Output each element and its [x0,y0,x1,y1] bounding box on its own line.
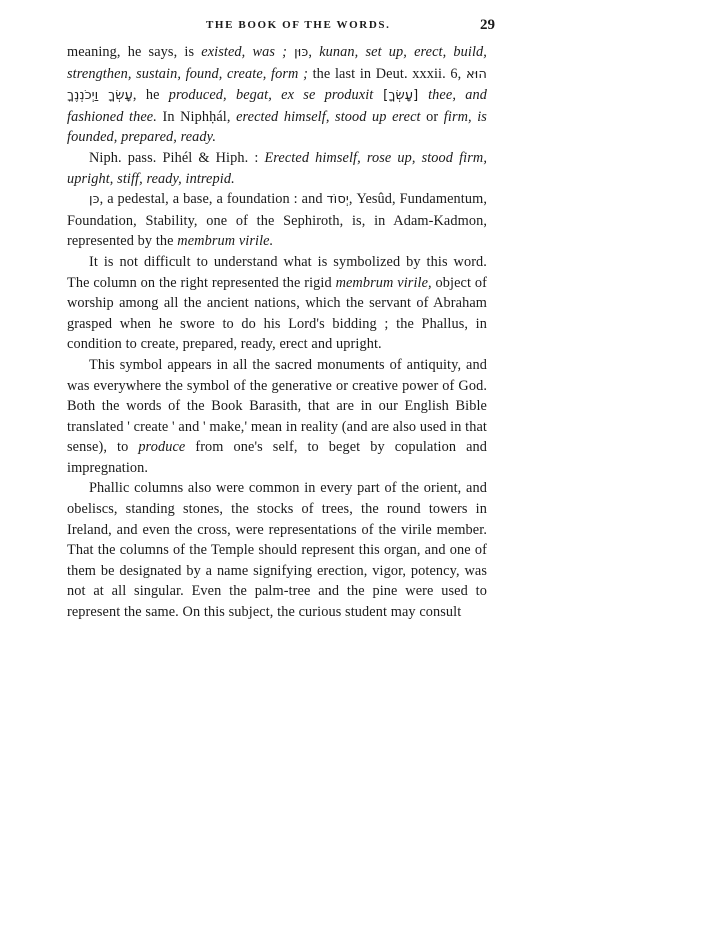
paragraph [67,252,487,355]
hebrew-text: כּן [89,192,100,208]
text-run: , [308,44,320,60]
text-run: It is not difficult to understand what is symbolized by this word. The column on the right represented the rigid [67,253,487,291]
hebrew-text: הוּא עָשְׂךָ וַיְכֹנְנֶךָ [67,66,487,104]
text-run: , a pedestal, a base, a foundation : and [99,191,327,208]
running-title: THE BOOK OF THE WORDS. [206,19,391,31]
text-run: or [420,108,444,125]
text-run: In Niphḥál, [156,108,237,125]
italic-text: firm, is founded, prepared, ready. [67,108,487,146]
hebrew-text: כּוּן [294,45,309,60]
page-number: 29 [480,17,495,33]
paragraph [67,148,487,189]
italic-text: produced, begat, ex se produxit [168,87,374,104]
italic-text: existed, was ; [201,44,287,60]
italic-text: membrum virile. [177,233,274,250]
italic-text: kunan, set up, erect, build, strengthen, sustain, found, create, form ; [67,44,487,82]
italic-text: erected himself, stood up erect [236,108,421,125]
hebrew-text: [עָשְׂךָ] [373,88,429,104]
text-run: , Yesûd, Fundamentum, Foundation, Stability, one of the Sephiroth, is, in Adam-Kadmon, represented by the [67,191,487,250]
text-run: Niph. pass. Pihél & Hiph. : [89,149,265,166]
text-run: Phallic columns also were common in every part of the orient, and obeliscs, standing stones, the stocks of trees, the round towers in Ireland, and even the cross, were representations of the virile member. That the columns of the Temple should represent this organ, and one of them be designated by a name signifying erection, vigor, potency, was not at all singular. Even the palm-tree and the pine were used to represent the same. On this subject, the curious student may consult [67,480,487,621]
text-run: from one's self, to beget by copulation and impregnation. [67,439,488,476]
text-run: the last in Deut. xxxii. 6, [307,65,466,82]
paragraph [67,42,487,148]
paragraph [67,355,487,479]
hebrew-text: יְסוֹד [326,192,349,208]
italic-text: membrum virile, [335,274,432,291]
running-head [0,17,728,37]
italic-text: thee, and fashioned thee. [67,87,487,125]
text-run: meaning, he says, is [67,44,202,60]
paragraph [67,478,487,622]
paragraph [67,189,487,252]
body-text [67,42,487,623]
italic-text: Erected himself, rose up, stood firm, upright, stiff, ready, intrepid. [67,149,487,187]
text-run: object of worship among all the ancient nations, which the servant of Abraham grasped when he swore to do his Lord's bidding ; the Phallus, in condition to create, prepared, ready, erect and upright. [67,274,487,353]
text-run: , he [132,87,169,104]
text-run: This symbol appears in all the sacred monuments of antiquity, and was everywhere the symbol of the generative or creative power of God. Both the words of the Book Barasith, that are in our English Bible translated ' create ' and ' make,' mean in reality (and are also used in that sense), to [67,356,487,456]
italic-text: produce [138,439,186,456]
